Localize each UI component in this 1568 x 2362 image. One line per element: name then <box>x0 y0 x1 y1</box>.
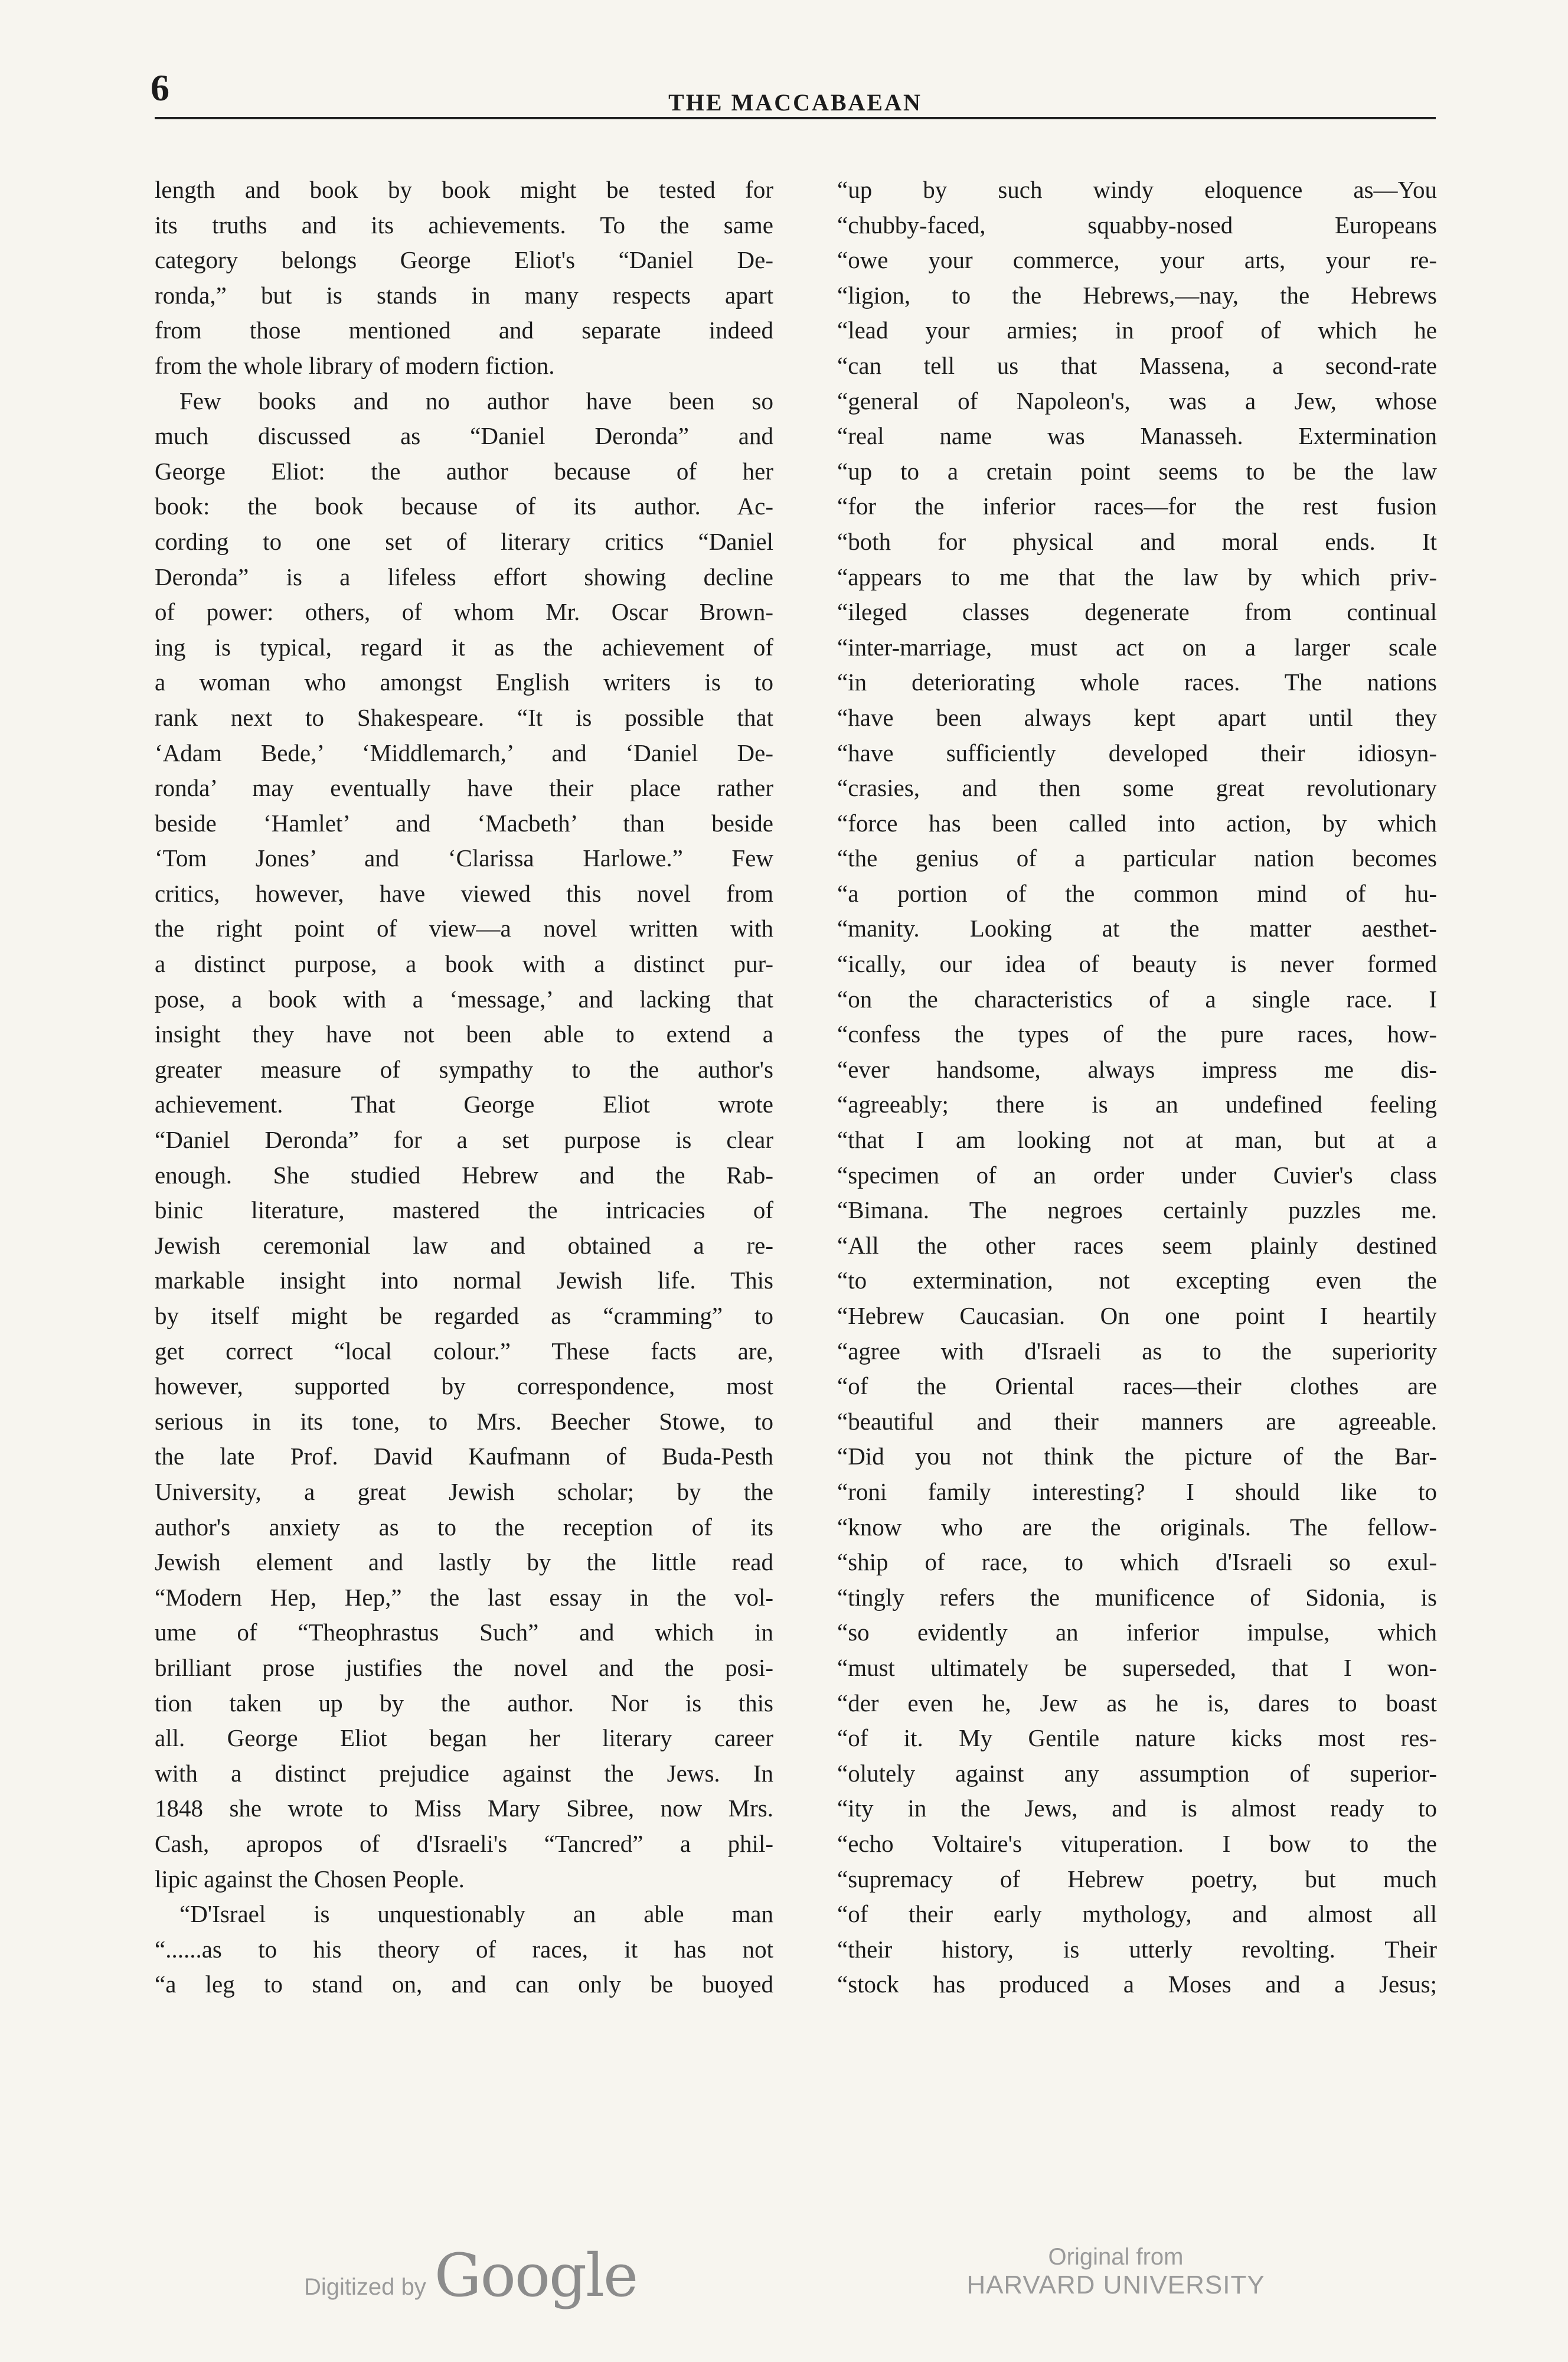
left-column-line: a distinct purpose, a book with a distinct pur- <box>155 950 773 978</box>
google-logo: Google <box>434 2241 638 2310</box>
left-column-line: serious in its tone, to Mrs. Beecher Stowe, to <box>155 1407 773 1435</box>
left-column-line: University, a great Jewish scholar; by the <box>155 1477 773 1505</box>
right-column-line: “ically, our idea of beauty is never formed <box>837 950 1437 978</box>
right-column-line: “Did you not think the picture of the Bar- <box>837 1443 1437 1470</box>
right-column-line: “roni family interesting? I should like to <box>837 1477 1437 1505</box>
right-column-line: “that I am looking not at man, but at a <box>837 1126 1437 1154</box>
left-column-line: achievement. That George Eliot wrote <box>155 1091 773 1118</box>
left-column-line: book: the book because of its author. Ac- <box>155 492 773 520</box>
right-column-line: “the genius of a particular nation becomes <box>837 844 1437 872</box>
left-column-line: binic literature, mastered the intricacies of <box>155 1196 773 1224</box>
left-column-line: markable insight into normal Jewish life. This <box>155 1267 773 1294</box>
right-column-line: “der even he, Jew as he is, dares to boast <box>837 1689 1437 1717</box>
right-column-line: “appears to me that the law by which priv- <box>837 563 1437 590</box>
right-column-line: “general of Napoleon's, was a Jew, whose <box>837 387 1437 415</box>
left-column-line: beside ‘Hamlet’ and ‘Macbeth’ than beside <box>155 809 773 837</box>
page-number: 6 <box>151 67 169 109</box>
left-column-line: enough. She studied Hebrew and the Rab- <box>155 1161 773 1189</box>
left-column-line: ‘Tom Jones’ and ‘Clarissa Harlowe.” Few <box>155 844 773 872</box>
left-column-line: category belongs George Eliot's “Daniel De- <box>155 246 773 274</box>
right-column-line: “in deteriorating whole races. The nations <box>837 668 1437 696</box>
left-column-line: lipic against the Chosen People. <box>155 1865 465 1893</box>
right-column-line: “ligion, to the Hebrews,—nay, the Hebrews <box>837 281 1437 309</box>
right-column-line: “know who are the originals. The fellow- <box>837 1513 1437 1541</box>
right-column-line: “must ultimately be superseded, that I won- <box>837 1653 1437 1681</box>
right-column <box>837 172 1437 2002</box>
right-column-line: “of the Oriental races—their clothes are <box>837 1372 1437 1400</box>
left-column-line: its truths and its achievements. To the same <box>155 211 773 239</box>
left-column <box>155 172 773 2002</box>
right-column-line: “for the inferior races—for the rest fusion <box>837 492 1437 520</box>
left-column-line: of power: others, of whom Mr. Oscar Brown- <box>155 598 773 626</box>
left-column-line: all. George Eliot began her literary career <box>155 1724 773 1752</box>
left-column-line: Jewish element and lastly by the little read <box>155 1548 773 1576</box>
left-column-line: Cash, apropos of d'Israeli's “Tancred” a phil- <box>155 1829 773 1857</box>
left-column-line: rank next to Shakespeare. “It is possible that <box>155 703 773 731</box>
left-column-line: get correct “local colour.” These facts are, <box>155 1337 773 1365</box>
right-column-line: “a portion of the common mind of hu- <box>837 879 1437 907</box>
left-column-line: tion taken up by the author. Nor is this <box>155 1689 773 1717</box>
left-column-line: however, supported by correspondence, most <box>155 1372 773 1400</box>
left-column-line: critics, however, have viewed this novel from <box>155 879 773 907</box>
left-column-line: the late Prof. David Kaufmann of Buda-Pesth <box>155 1443 773 1470</box>
right-column-line: “so evidently an inferior impulse, which <box>837 1619 1437 1646</box>
left-column-line: pose, a book with a ‘message,’ and lacking that <box>155 985 773 1013</box>
right-column-line: “agree with d'Israeli as to the superiority <box>837 1337 1437 1365</box>
right-column-line: “on the characteristics of a single race. I <box>837 985 1437 1013</box>
right-column-line: “agreeably; there is an undefined feeling <box>837 1091 1437 1118</box>
right-column-line: “ileged classes degenerate from continual <box>837 598 1437 626</box>
original-source-watermark <box>945 2244 1287 2300</box>
right-column-line: “ity in the Jews, and is almost ready to <box>837 1795 1437 1822</box>
right-column-line: “have been always kept apart until they <box>837 703 1437 731</box>
left-column-line: author's anxiety as to the reception of its <box>155 1513 773 1541</box>
right-column-line: “echo Voltaire's vituperation. I bow to the <box>837 1829 1437 1857</box>
left-column-line: George Eliot: the author because of her <box>155 457 773 485</box>
left-column-line: Few books and no author have been so <box>179 387 773 415</box>
right-column-line: “can tell us that Massena, a second-rate <box>837 351 1437 379</box>
left-column-line: the right point of view—a novel written with <box>155 915 773 942</box>
left-column-line: brilliant prose justifies the novel and the posi- <box>155 1653 773 1681</box>
left-column-line: ‘Adam Bede,’ ‘Middlemarch,’ and ‘Daniel De- <box>155 739 773 766</box>
left-column-line: from the whole library of modern fiction. <box>155 351 555 379</box>
left-column-line: length and book by book might be tested for <box>155 176 773 203</box>
right-column-line: “tingly refers the munificence of Sidonia, is <box>837 1583 1437 1611</box>
right-column-line: “real name was Manasseh. Extermination <box>837 422 1437 450</box>
right-column-line: “ever handsome, always impress me dis- <box>837 1055 1437 1083</box>
left-column-line: ronda,” but is stands in many respects apart <box>155 281 773 309</box>
right-column-line: “confess the types of the pure races, how- <box>837 1020 1437 1048</box>
left-column-line: from those mentioned and separate indeed <box>155 317 773 344</box>
right-column-line: “manity. Looking at the matter aesthet- <box>837 915 1437 942</box>
right-column-line: “olutely against any assumption of superior- <box>837 1759 1437 1787</box>
right-column-line: “crasies, and then some great revolutionary <box>837 774 1437 802</box>
right-column-line: “stock has produced a Moses and a Jesus; <box>837 1970 1437 1998</box>
header-rule <box>155 117 1436 119</box>
left-column-line: much discussed as “Daniel Deronda” and <box>155 422 773 450</box>
right-column-line: “of it. My Gentile nature kicks most res- <box>837 1724 1437 1752</box>
right-column-line: “have sufficiently developed their idiosyn- <box>837 739 1437 766</box>
right-column-line: “both for physical and moral ends. It <box>837 527 1437 555</box>
left-column-line: Deronda” is a lifeless effort showing decline <box>155 563 773 590</box>
left-column-line: ume of “Theophrastus Such” and which in <box>155 1619 773 1646</box>
left-column-line: Jewish ceremonial law and obtained a re- <box>155 1231 773 1259</box>
left-column-line: greater measure of sympathy to the author's <box>155 1055 773 1083</box>
left-column-line: “D'Israel is unquestionably an able man <box>179 1900 773 1928</box>
right-column-line: “chubby-faced, squabby-nosed Europeans <box>837 211 1437 239</box>
left-column-line: with a distinct prejudice against the Jews. In <box>155 1759 773 1787</box>
left-column-line: “a leg to stand on, and can only be buoyed <box>155 1970 773 1998</box>
right-column-line: “ship of race, to which d'Israeli so exul- <box>837 1548 1437 1576</box>
right-column-line: “inter-marriage, must act on a larger scale <box>837 633 1437 661</box>
right-column-line: “Hebrew Caucasian. On one point I heartily <box>837 1302 1437 1329</box>
left-column-line: “Modern Hep, Hep,” the last essay in the vol- <box>155 1583 773 1611</box>
left-column-line: insight they have not been able to extend a <box>155 1020 773 1048</box>
left-column-line: ronda’ may eventually have their place rather <box>155 774 773 802</box>
right-column-line: “owe your commerce, your arts, your re- <box>837 246 1437 274</box>
right-column-line: “All the other races seem plainly destined <box>837 1231 1437 1259</box>
right-column-line: “their history, is utterly revolting. Their <box>837 1935 1437 1963</box>
right-column-line: “Bimana. The negroes certainly puzzles me. <box>837 1196 1437 1224</box>
left-column-line: ing is typical, regard it as the achievement of <box>155 633 773 661</box>
running-title: THE MACCABAEAN <box>668 89 922 116</box>
right-column-line: “of their early mythology, and almost all <box>837 1900 1437 1928</box>
right-column-line: “lead your armies; in proof of which he <box>837 317 1437 344</box>
right-column-line: “beautiful and their manners are agreeable. <box>837 1407 1437 1435</box>
digitized-by-google-watermark <box>304 2241 637 2310</box>
left-column-line: cording to one set of literary critics “Daniel <box>155 527 773 555</box>
left-column-line: 1848 she wrote to Miss Mary Sibree, now Mrs. <box>155 1795 773 1822</box>
right-column-line: “supremacy of Hebrew poetry, but much <box>837 1865 1437 1893</box>
left-column-line: “Daniel Deronda” for a set purpose is clear <box>155 1126 773 1154</box>
institution-name: HARVARD UNIVERSITY <box>966 2270 1265 2299</box>
left-column-line: by itself might be regarded as “cramming” to <box>155 1302 773 1329</box>
right-column-line: “up by such windy eloquence as—You <box>837 176 1437 203</box>
original-from-label: Original from <box>1048 2244 1184 2270</box>
right-column-line: “to extermination, not excepting even the <box>837 1267 1437 1294</box>
right-column-line: “up to a cretain point seems to be the law <box>837 457 1437 485</box>
left-column-line: “......as to his theory of races, it has not <box>155 1935 773 1963</box>
right-column-line: “force has been called into action, by which <box>837 809 1437 837</box>
left-column-line: a woman who amongst English writers is to <box>155 668 773 696</box>
right-column-line: “specimen of an order under Cuvier's class <box>837 1161 1437 1189</box>
digitized-by-label: Digitized by <box>304 2274 426 2300</box>
